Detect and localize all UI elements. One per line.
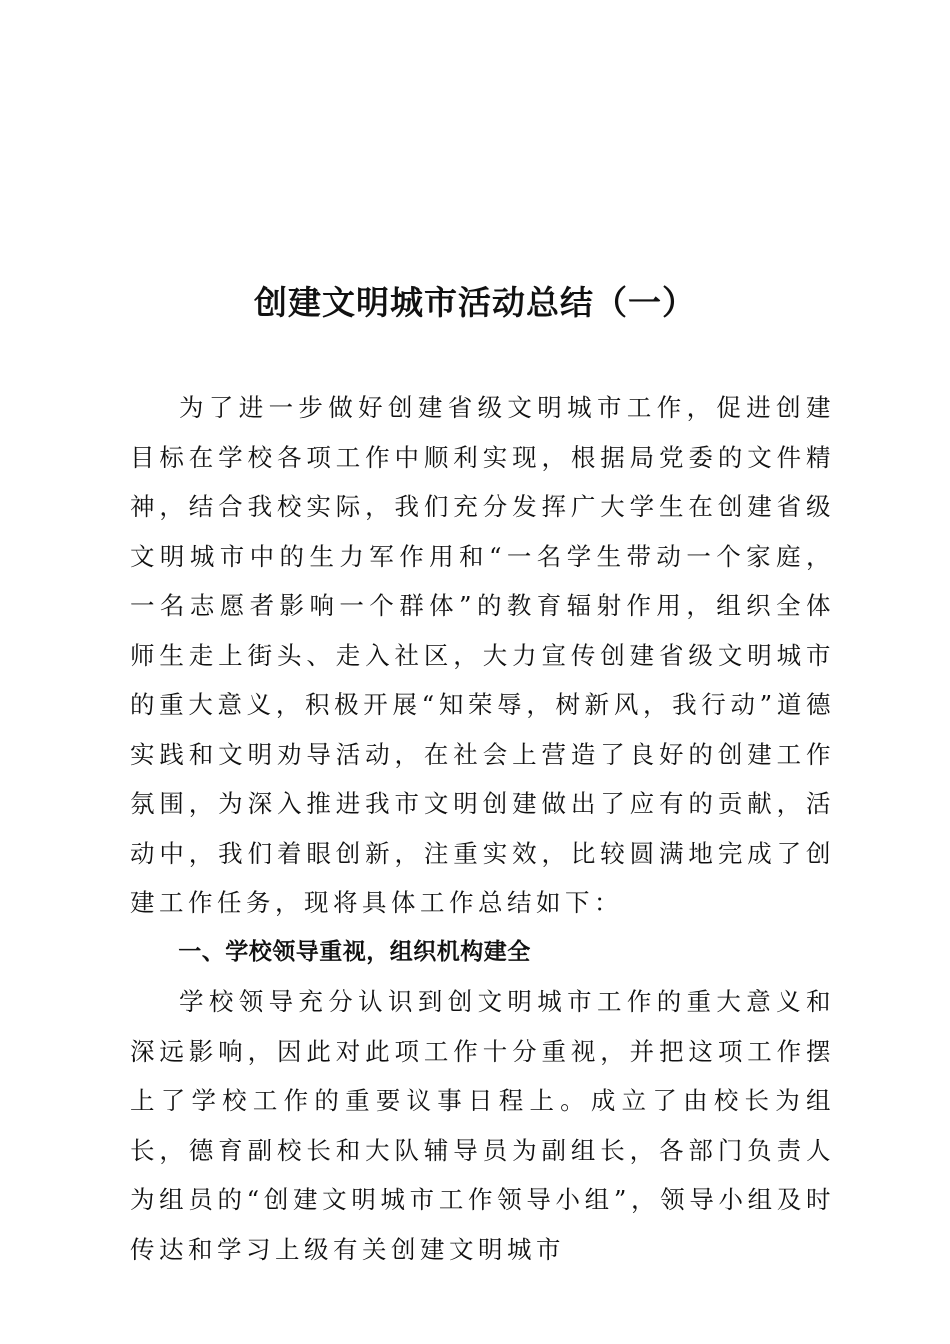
- section-paragraph: 学校领导充分认识到创文明城市工作的重大意义和深远影响，因此对此项工作十分重视，并把这项工作摆上了学校工作的重要议事日程上。成立了由校长为组长，德育副校长和大队辅导员为副组长，各部门负责人为组员的“创建文明城市工作领导小组”，领导小组及时传达和学习上级有关创建文明城市: [130, 987, 835, 1264]
- document-body: [130, 383, 835, 1274]
- section-heading: 一、学校领导重视，组织机构建全: [178, 938, 531, 965]
- intro-paragraph: 为了进一步做好创建省级文明城市工作，促进创建目标在学校各项工作中顺利实现，根据局党委的文件精神，结合我校实际，我们充分发挥广大学生在创建省级文明城市中的生力军作用和“一名学生带动一个家庭，一名志愿者影响一个群体”的教育辐射作用，组织全体师生走上街头、走入社区，大力宣传创建省级文明城市的重大意义，积极开展“知荣辱，树新风，我行动”道德实践和文明劝导活动，在社会上营造了良好的创建工作氛围，为深入推进我市文明创建做出了应有的贡献，活动中，我们着眼创新，注重实效，比较圆满地完成了创建工作任务，现将具体工作总结如下：: [130, 393, 835, 917]
- document-title: 创建文明城市活动总结（一）: [254, 283, 696, 322]
